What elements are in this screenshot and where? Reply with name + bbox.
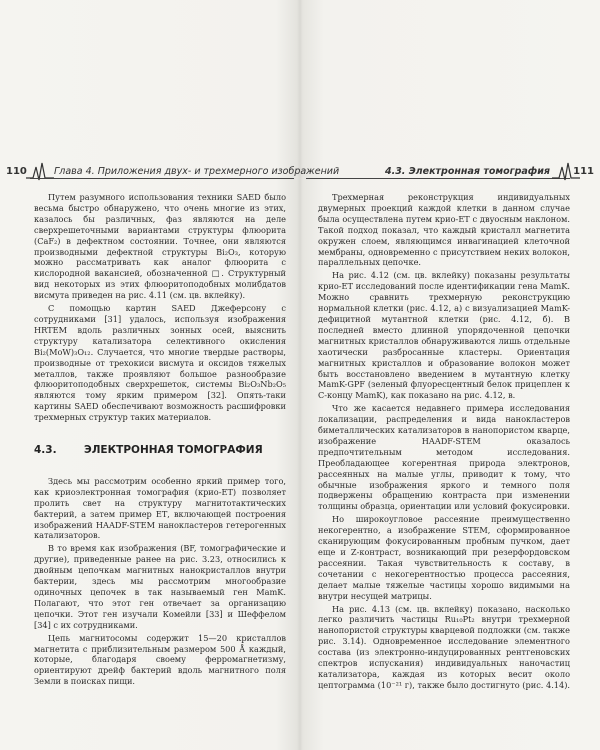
page-number: 110 bbox=[6, 166, 27, 177]
paragraph: Цепь магнитосомы содержит 15—20 кристаллов магнетита с приблизительным размером 500 Å каждый, которые, благодаря своему ферромагнетизму, ориентируют дрейф бактерий вдоль магнитного поля Земли в поисках пищи. bbox=[34, 632, 286, 687]
left-page-body bbox=[34, 192, 286, 687]
section-number: 4.3. bbox=[34, 444, 57, 457]
paragraph: В то время как изображения (BF, томографические и другие), приведенные ранее на рис. 3.23, относились к двойным цепочкам магнитных нанокристаллов внутри бактерии, здесь мы рассмотрим многообразие одиночных цепочек в так называемый ген MamK. Полагают, что этот ген отвечает за организацию цепочки. Этот ген изучали Комейли [33] и Шеффелом [34] с их сотрудниками. bbox=[34, 543, 286, 630]
paragraph: На рис. 4.12 (см. цв. вклейку) показаны результаты крио-ЕТ исследований после идентификации гена MamK. Можно сравнить трехмерную реконструкцию нормальной клетки (рис. 4.12, а) с визуализацией MamK-дефицитной мутантной клетки (рис. 4.12, б). В последней вместо длинной упорядоченной цепочки магнитных кристаллов обнаруживаются лишь отдельные хаотически разбросанные кластеры. Ориентация магнитных кристаллов и образование волокон может быть восстановлено введением в мутантную клетку MamK-GPF (зеленый флуоресцентный белок прицеплен к С-концу MamK), как показано на рис. 4.12, в. bbox=[318, 270, 570, 401]
paragraph: Трехмерная реконструкция индивидуальных двумерных проекций каждой клетки в данном случае была осуществлена путем крио-ЕТ с двуосным наклоном. Такой подход показал, что каждый кристалл магнетита окружен слоем, являющимся инвагинацией клеточной мембраны, одновременно с присутствием неких волокон, параллельных цепочке. bbox=[318, 192, 570, 268]
running-head: 4.3. Электронная томография bbox=[384, 166, 550, 177]
section-heading bbox=[34, 445, 286, 456]
paragraph: Путем разумного использования техники SAED было весьма быстро обнаружено, что очень многие из этих, казалось бы различных, фаз являются на деле сверхрешеточными вариантами структуры флюорита (CaF₂) в дефектном состоянии. Точнее, они являются производными дефектной структуры Bi₂O₃, которую можно рассматривать как аналог флюорита с кислородной вакансией, обозначенной □. Структурный вид некоторых из этих флюоритоподобных молибдатов висмута приведен на рис. 4.11 (см. цв. вклейку). bbox=[34, 192, 286, 301]
header-rule bbox=[30, 178, 294, 179]
running-head: Глава 4. Приложения двух- и трехмерного изображений bbox=[54, 166, 340, 177]
right-page-header bbox=[306, 166, 594, 184]
paragraph: Что же касается недавнего примера исследования локализации, распределения и вида нанокластеров биметаллических катализаторов в нанопористом кварце, изображение HAADF-STEM оказалось предпочтительным методом исследования. Преобладающее когерентная природа электронов, рассеянных на малые углы, приводит к тому, что обычные изображения яркого и темного поля подвержены обращению контраста при изменении толщины образца, ориентации или условий фокусировки. bbox=[318, 403, 570, 512]
left-page-header bbox=[6, 166, 340, 184]
paragraph: Но широкоугловое рассеяние преимущественно некогерентно, а изображение STEM, сформированное сканирующим фокусированным пробным пучком, дает еще и Z-контраст, возникающий при резерфордовском рассеянии. Такая чувствительность к составу, в сочетании с некогерентностью процесса рассеяния, делает малые тяжелые частицы хорошо видимыми на внутри несущей матрицы. bbox=[318, 514, 570, 601]
header-rule bbox=[306, 178, 570, 179]
paragraph: Здесь мы рассмотрим особенно яркий пример того, как криоэлектронная томография (крио-ЕТ) позволяет пролить свет на структуру магнитотактических бактерий, а затем пример ЕТ, включающей построения изображений HAADF-STEM нанокластеров гетерогенных катализаторов. bbox=[34, 475, 286, 541]
right-page-body bbox=[318, 192, 570, 691]
paragraph: С помощью картин SAED Джеферсону с сотрудниками [31] удалось, используя изображения HRTEM вдоль различных зонных осей, выяснить структуру катализатора селективного окисления Bi₂(MoW)₃O₁₂. Случается, что многие твердые растворы, производные от трехокиси висмута и оксидов тяжелых металлов, также проявляют большое разнообразие флюоритоподобных сверхрешеток, системы Bi₂O₃Nb₂O₅ являются тому ярким примером [32]. Опять-таки картины SAED обеспечивают возможность расшифровки трехмерных структур таких материалов. bbox=[34, 303, 286, 423]
page-number: 111 bbox=[573, 166, 594, 177]
section-title: ЭЛЕКТРОННАЯ ТОМОГРАФИЯ bbox=[84, 444, 263, 457]
right-page bbox=[302, 0, 600, 750]
paragraph: На рис. 4.13 (см. цв. вклейку) показано, насколько легко различить частицы Ru₁₀Pt₂ внутри трехмерной нанопористой структуры кварцевой подложки (см. также рис. 3.14). Одновременное исследование элементного состава (из электронно-индуцированных рентгеновских спектров испускания) индивидуальных наночастиц катализатора, каждая из которых весит около цептограмма (10⁻²¹ г), также было достигнуто (рис. 4.14). bbox=[318, 603, 571, 690]
